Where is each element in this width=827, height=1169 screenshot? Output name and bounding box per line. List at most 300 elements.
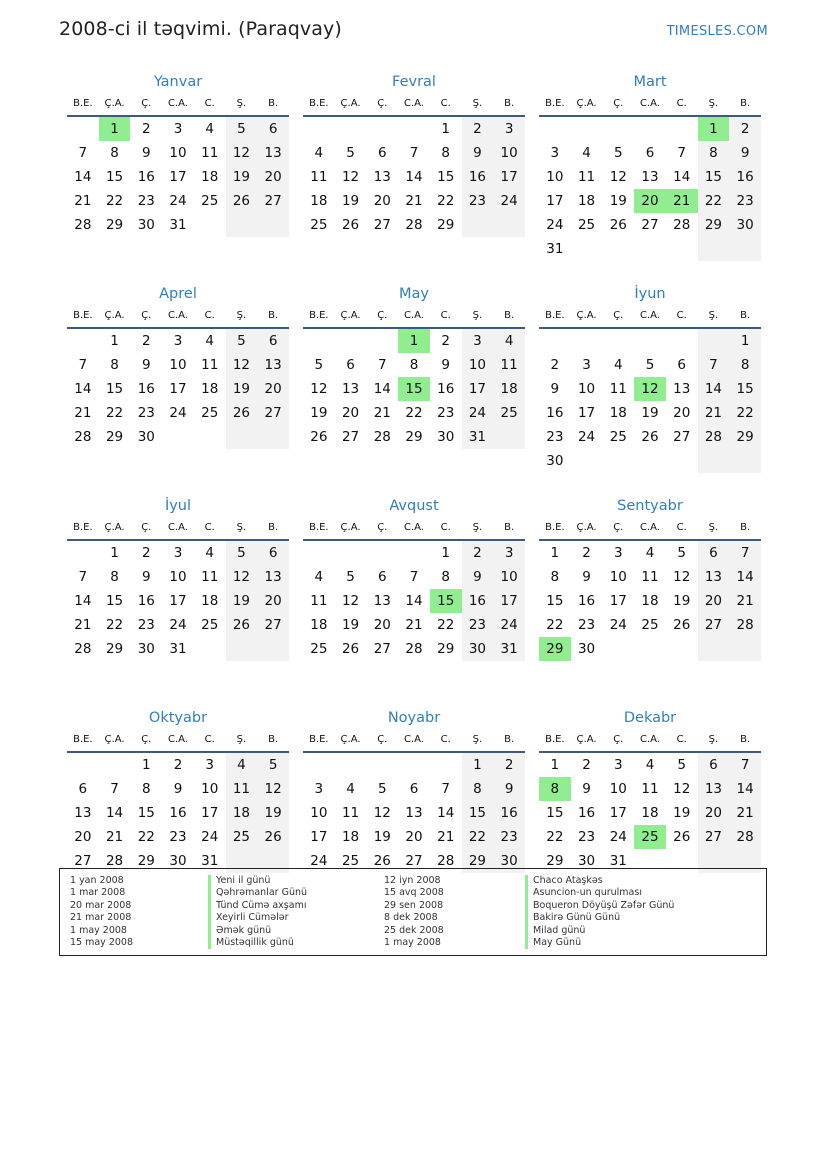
day-cell[interactable]: 6: [698, 753, 730, 777]
day-cell[interactable]: 22: [105, 617, 124, 633]
day-cell[interactable]: 4: [314, 145, 324, 161]
holiday-day-cell[interactable]: 1: [99, 117, 131, 141]
day-cell[interactable]: 27: [373, 217, 391, 233]
day-cell[interactable]: 10: [169, 145, 187, 161]
day-cell[interactable]: 31: [462, 425, 494, 449]
day-cell[interactable]: 10: [609, 781, 627, 797]
day-cell[interactable]: 28: [729, 825, 761, 849]
holiday-day-cell[interactable]: 25: [634, 825, 666, 849]
day-cell[interactable]: 2: [582, 545, 591, 561]
day-cell[interactable]: 7: [409, 145, 419, 161]
day-cell[interactable]: 21: [405, 193, 423, 209]
day-cell[interactable]: 28: [729, 613, 761, 637]
day-cell[interactable]: 3: [173, 333, 183, 349]
day-cell[interactable]: 2: [729, 117, 761, 141]
day-cell[interactable]: 15: [546, 805, 564, 821]
day-cell[interactable]: 23: [437, 405, 455, 421]
day-cell[interactable]: 9: [441, 357, 450, 373]
day-cell[interactable]: 27: [74, 853, 92, 869]
day-cell[interactable]: 17: [310, 829, 328, 845]
day-cell[interactable]: 30: [169, 853, 187, 869]
day-cell[interactable]: 5: [346, 569, 355, 585]
day-cell[interactable]: 13: [373, 593, 391, 609]
day-cell[interactable]: 26: [609, 217, 627, 233]
day-cell[interactable]: 4: [205, 545, 214, 561]
day-cell[interactable]: 20: [74, 829, 92, 845]
day-cell[interactable]: 18: [310, 617, 328, 633]
day-cell[interactable]: 14: [673, 169, 691, 185]
day-cell[interactable]: 12: [257, 777, 289, 801]
day-cell[interactable]: 9: [141, 357, 151, 373]
day-cell[interactable]: 1: [141, 757, 151, 773]
day-cell[interactable]: 29: [546, 853, 564, 869]
day-cell[interactable]: 5: [677, 757, 686, 773]
day-cell[interactable]: 5: [645, 357, 655, 373]
day-cell[interactable]: 10: [609, 569, 627, 585]
day-cell[interactable]: 27: [257, 189, 289, 213]
day-cell[interactable]: 27: [698, 825, 730, 849]
day-cell[interactable]: 5: [314, 357, 324, 373]
day-cell[interactable]: 15: [105, 169, 124, 185]
day-cell[interactable]: 20: [698, 801, 730, 825]
day-cell[interactable]: 23: [729, 189, 761, 213]
day-cell[interactable]: 22: [437, 617, 455, 633]
day-cell[interactable]: 6: [78, 781, 88, 797]
day-cell[interactable]: 13: [74, 805, 92, 821]
day-cell[interactable]: 26: [673, 617, 691, 633]
day-cell[interactable]: 27: [698, 613, 730, 637]
day-cell[interactable]: 22: [729, 401, 761, 425]
day-cell[interactable]: 4: [645, 545, 655, 561]
day-cell[interactable]: 2: [462, 541, 494, 565]
day-cell[interactable]: 8: [110, 145, 119, 161]
day-cell[interactable]: 20: [673, 405, 691, 421]
day-cell[interactable]: 10: [462, 353, 494, 377]
day-cell[interactable]: 3: [582, 357, 591, 373]
day-cell[interactable]: 14: [74, 593, 92, 609]
day-cell[interactable]: 24: [169, 193, 187, 209]
day-cell[interactable]: 20: [257, 589, 289, 613]
day-cell[interactable]: 8: [141, 781, 151, 797]
day-cell[interactable]: 24: [169, 617, 187, 633]
day-cell[interactable]: 12: [226, 141, 258, 165]
day-cell[interactable]: 18: [341, 829, 360, 845]
day-cell[interactable]: 13: [641, 169, 659, 185]
day-cell[interactable]: 3: [550, 145, 560, 161]
day-cell[interactable]: 8: [441, 145, 450, 161]
day-cell[interactable]: 21: [105, 829, 124, 845]
day-cell[interactable]: 16: [729, 165, 761, 189]
day-cell[interactable]: 21: [698, 401, 730, 425]
day-cell[interactable]: 25: [201, 617, 219, 633]
day-cell[interactable]: 8: [409, 357, 419, 373]
day-cell[interactable]: 22: [105, 193, 124, 209]
day-cell[interactable]: 10: [169, 569, 187, 585]
day-cell[interactable]: 15: [462, 801, 494, 825]
day-cell[interactable]: 30: [437, 429, 455, 445]
day-cell[interactable]: 7: [729, 541, 761, 565]
day-cell[interactable]: 29: [437, 217, 455, 233]
day-cell[interactable]: 30: [493, 849, 525, 873]
day-cell[interactable]: 30: [729, 213, 761, 237]
day-cell[interactable]: 3: [173, 545, 183, 561]
day-cell[interactable]: 10: [546, 169, 564, 185]
day-cell[interactable]: 7: [78, 569, 88, 585]
day-cell[interactable]: 19: [373, 829, 391, 845]
day-cell[interactable]: 21: [729, 589, 761, 613]
day-cell[interactable]: 9: [493, 777, 525, 801]
day-cell[interactable]: 5: [677, 545, 686, 561]
day-cell[interactable]: 17: [462, 377, 494, 401]
day-cell[interactable]: 10: [577, 381, 596, 397]
day-cell[interactable]: 26: [373, 853, 391, 869]
day-cell[interactable]: 16: [577, 593, 596, 609]
day-cell[interactable]: 23: [493, 825, 525, 849]
day-cell[interactable]: 18: [201, 381, 219, 397]
day-cell[interactable]: 25: [577, 217, 596, 233]
day-cell[interactable]: 17: [609, 593, 627, 609]
day-cell[interactable]: 13: [257, 141, 289, 165]
day-cell[interactable]: 25: [493, 401, 525, 425]
day-cell[interactable]: 30: [137, 641, 155, 657]
day-cell[interactable]: 13: [673, 381, 691, 397]
day-cell[interactable]: 5: [613, 145, 623, 161]
day-cell[interactable]: 19: [310, 405, 328, 421]
day-cell[interactable]: 1: [550, 757, 560, 773]
day-cell[interactable]: 22: [105, 405, 124, 421]
day-cell[interactable]: 11: [641, 781, 659, 797]
day-cell[interactable]: 31: [609, 853, 627, 869]
holiday-day-cell[interactable]: 1: [698, 117, 730, 141]
day-cell[interactable]: 6: [257, 541, 289, 565]
day-cell[interactable]: 10: [493, 141, 525, 165]
day-cell[interactable]: 18: [577, 193, 596, 209]
day-cell[interactable]: 7: [78, 357, 88, 373]
day-cell[interactable]: 30: [577, 853, 596, 869]
day-cell[interactable]: 16: [137, 381, 155, 397]
day-cell[interactable]: 13: [698, 777, 730, 801]
day-cell[interactable]: 6: [409, 781, 419, 797]
day-cell[interactable]: 17: [169, 593, 187, 609]
day-cell[interactable]: 8: [110, 569, 119, 585]
day-cell[interactable]: 6: [677, 357, 686, 373]
day-cell[interactable]: 22: [137, 829, 155, 845]
day-cell[interactable]: 11: [310, 593, 328, 609]
day-cell[interactable]: 29: [698, 213, 730, 237]
day-cell[interactable]: 15: [105, 593, 124, 609]
day-cell[interactable]: 7: [677, 145, 686, 161]
day-cell[interactable]: 2: [141, 545, 151, 561]
day-cell[interactable]: 4: [205, 121, 214, 137]
day-cell[interactable]: 3: [613, 757, 623, 773]
day-cell[interactable]: 22: [546, 829, 564, 845]
day-cell[interactable]: 23: [137, 405, 155, 421]
day-cell[interactable]: 11: [341, 805, 360, 821]
day-cell[interactable]: 28: [373, 429, 391, 445]
day-cell[interactable]: 18: [226, 801, 258, 825]
day-cell[interactable]: 25: [641, 617, 659, 633]
day-cell[interactable]: 29: [437, 641, 455, 657]
day-cell[interactable]: 26: [341, 217, 360, 233]
day-cell[interactable]: 17: [493, 165, 525, 189]
day-cell[interactable]: 31: [493, 637, 525, 661]
day-cell[interactable]: 1: [550, 545, 560, 561]
day-cell[interactable]: 7: [110, 781, 119, 797]
holiday-day-cell[interactable]: 1: [398, 329, 430, 353]
day-cell[interactable]: 7: [409, 569, 419, 585]
day-cell[interactable]: 25: [226, 825, 258, 849]
day-cell[interactable]: 21: [74, 617, 92, 633]
day-cell[interactable]: 8: [698, 141, 730, 165]
day-cell[interactable]: 25: [341, 853, 360, 869]
day-cell[interactable]: 19: [341, 193, 360, 209]
day-cell[interactable]: 12: [673, 781, 691, 797]
day-cell[interactable]: 27: [673, 429, 691, 445]
day-cell[interactable]: 9: [582, 781, 591, 797]
day-cell[interactable]: 27: [405, 853, 423, 869]
day-cell[interactable]: 24: [577, 429, 596, 445]
day-cell[interactable]: 9: [550, 381, 560, 397]
day-cell[interactable]: 22: [437, 193, 455, 209]
day-cell[interactable]: 12: [609, 169, 627, 185]
day-cell[interactable]: 2: [141, 333, 151, 349]
day-cell[interactable]: 20: [405, 829, 423, 845]
day-cell[interactable]: 14: [405, 593, 423, 609]
day-cell[interactable]: 16: [437, 381, 455, 397]
day-cell[interactable]: 16: [462, 589, 494, 613]
day-cell[interactable]: 14: [74, 381, 92, 397]
brand-link[interactable]: TIMESLES.COM: [666, 24, 768, 39]
day-cell[interactable]: 20: [373, 617, 391, 633]
day-cell[interactable]: 20: [373, 193, 391, 209]
day-cell[interactable]: 9: [582, 569, 591, 585]
day-cell[interactable]: 16: [493, 801, 525, 825]
day-cell[interactable]: 8: [729, 353, 761, 377]
day-cell[interactable]: 30: [577, 641, 596, 657]
day-cell[interactable]: 30: [546, 453, 564, 469]
day-cell[interactable]: 16: [546, 405, 564, 421]
day-cell[interactable]: 5: [377, 781, 387, 797]
day-cell[interactable]: 4: [226, 753, 258, 777]
day-cell[interactable]: 11: [226, 777, 258, 801]
day-cell[interactable]: 26: [257, 825, 289, 849]
day-cell[interactable]: 21: [729, 801, 761, 825]
day-cell[interactable]: 14: [698, 377, 730, 401]
day-cell[interactable]: 2: [441, 333, 450, 349]
day-cell[interactable]: 17: [546, 193, 564, 209]
day-cell[interactable]: 26: [226, 189, 258, 213]
day-cell[interactable]: 22: [698, 189, 730, 213]
day-cell[interactable]: 21: [373, 405, 391, 421]
day-cell[interactable]: 6: [377, 145, 387, 161]
day-cell[interactable]: 20: [341, 405, 360, 421]
day-cell[interactable]: 16: [137, 169, 155, 185]
day-cell[interactable]: 31: [169, 641, 187, 657]
day-cell[interactable]: 25: [201, 405, 219, 421]
day-cell[interactable]: 17: [493, 589, 525, 613]
day-cell[interactable]: 23: [462, 189, 494, 213]
day-cell[interactable]: 16: [577, 805, 596, 821]
day-cell[interactable]: 11: [310, 169, 328, 185]
day-cell[interactable]: 23: [169, 829, 187, 845]
day-cell[interactable]: 17: [609, 805, 627, 821]
day-cell[interactable]: 28: [74, 429, 92, 445]
day-cell[interactable]: 3: [314, 781, 324, 797]
day-cell[interactable]: 26: [226, 613, 258, 637]
day-cell[interactable]: 2: [582, 757, 591, 773]
day-cell[interactable]: 13: [257, 353, 289, 377]
day-cell[interactable]: 9: [141, 145, 151, 161]
day-cell[interactable]: 3: [205, 757, 214, 773]
day-cell[interactable]: 23: [546, 429, 564, 445]
day-cell[interactable]: 25: [310, 217, 328, 233]
day-cell[interactable]: 21: [74, 193, 92, 209]
day-cell[interactable]: 15: [546, 593, 564, 609]
day-cell[interactable]: 23: [577, 617, 596, 633]
day-cell[interactable]: 19: [226, 377, 258, 401]
day-cell[interactable]: 10: [493, 565, 525, 589]
day-cell[interactable]: 24: [169, 405, 187, 421]
day-cell[interactable]: 30: [137, 429, 155, 445]
day-cell[interactable]: 11: [201, 357, 219, 373]
day-cell[interactable]: 25: [310, 641, 328, 657]
day-cell[interactable]: 29: [729, 425, 761, 449]
day-cell[interactable]: 22: [546, 617, 564, 633]
day-cell[interactable]: 1: [462, 753, 494, 777]
holiday-day-cell[interactable]: 8: [539, 777, 571, 801]
day-cell[interactable]: 23: [577, 829, 596, 845]
day-cell[interactable]: 24: [201, 829, 219, 845]
day-cell[interactable]: 10: [310, 805, 328, 821]
day-cell[interactable]: 18: [641, 805, 659, 821]
day-cell[interactable]: 13: [257, 565, 289, 589]
day-cell[interactable]: 24: [493, 613, 525, 637]
day-cell[interactable]: 6: [377, 569, 387, 585]
day-cell[interactable]: 3: [173, 121, 183, 137]
day-cell[interactable]: 28: [74, 641, 92, 657]
day-cell[interactable]: 9: [141, 569, 151, 585]
day-cell[interactable]: 17: [577, 405, 596, 421]
day-cell[interactable]: 2: [141, 121, 151, 137]
day-cell[interactable]: 28: [698, 425, 730, 449]
day-cell[interactable]: 15: [437, 169, 455, 185]
day-cell[interactable]: 15: [105, 381, 124, 397]
day-cell[interactable]: 25: [609, 429, 627, 445]
day-cell[interactable]: 9: [462, 141, 494, 165]
day-cell[interactable]: 12: [341, 169, 360, 185]
day-cell[interactable]: 14: [729, 565, 761, 589]
day-cell[interactable]: 6: [257, 117, 289, 141]
day-cell[interactable]: 19: [226, 589, 258, 613]
day-cell[interactable]: 11: [609, 381, 627, 397]
day-cell[interactable]: 8: [110, 357, 119, 373]
day-cell[interactable]: 13: [341, 381, 360, 397]
day-cell[interactable]: 27: [257, 401, 289, 425]
holiday-day-cell[interactable]: 29: [539, 637, 571, 661]
day-cell[interactable]: 8: [462, 777, 494, 801]
day-cell[interactable]: 19: [226, 165, 258, 189]
day-cell[interactable]: 29: [105, 641, 124, 657]
day-cell[interactable]: 16: [462, 165, 494, 189]
day-cell[interactable]: 11: [493, 353, 525, 377]
day-cell[interactable]: 28: [105, 853, 124, 869]
day-cell[interactable]: 26: [641, 429, 659, 445]
day-cell[interactable]: 4: [205, 333, 214, 349]
day-cell[interactable]: 28: [405, 641, 423, 657]
day-cell[interactable]: 3: [493, 541, 525, 565]
day-cell[interactable]: 15: [137, 805, 155, 821]
day-cell[interactable]: 14: [373, 381, 391, 397]
day-cell[interactable]: 4: [645, 757, 655, 773]
day-cell[interactable]: 11: [641, 569, 659, 585]
day-cell[interactable]: 6: [346, 357, 355, 373]
day-cell[interactable]: 22: [405, 405, 423, 421]
day-cell[interactable]: 27: [341, 429, 360, 445]
day-cell[interactable]: 5: [226, 541, 258, 565]
day-cell[interactable]: 23: [462, 613, 494, 637]
day-cell[interactable]: 7: [377, 357, 387, 373]
day-cell[interactable]: 26: [310, 429, 328, 445]
day-cell[interactable]: 2: [173, 757, 183, 773]
day-cell[interactable]: 9: [462, 565, 494, 589]
day-cell[interactable]: 24: [609, 829, 627, 845]
holiday-day-cell[interactable]: 12: [634, 377, 666, 401]
day-cell[interactable]: 21: [74, 405, 92, 421]
day-cell[interactable]: 9: [729, 141, 761, 165]
day-cell[interactable]: 1: [110, 333, 119, 349]
day-cell[interactable]: 31: [169, 217, 187, 233]
day-cell[interactable]: 28: [437, 853, 455, 869]
day-cell[interactable]: 2: [462, 117, 494, 141]
day-cell[interactable]: 18: [310, 193, 328, 209]
day-cell[interactable]: 15: [698, 165, 730, 189]
day-cell[interactable]: 11: [201, 569, 219, 585]
day-cell[interactable]: 8: [441, 569, 450, 585]
day-cell[interactable]: 19: [609, 193, 627, 209]
day-cell[interactable]: 12: [373, 805, 391, 821]
day-cell[interactable]: 1: [441, 545, 450, 561]
holiday-day-cell[interactable]: 15: [430, 589, 462, 613]
day-cell[interactable]: 1: [441, 121, 450, 137]
day-cell[interactable]: 11: [201, 145, 219, 161]
day-cell[interactable]: 12: [310, 381, 328, 397]
holiday-day-cell[interactable]: 20: [634, 189, 666, 213]
day-cell[interactable]: 5: [226, 117, 258, 141]
day-cell[interactable]: 24: [546, 217, 564, 233]
day-cell[interactable]: 12: [673, 569, 691, 585]
day-cell[interactable]: 15: [729, 377, 761, 401]
day-cell[interactable]: 27: [641, 217, 659, 233]
day-cell[interactable]: 28: [673, 217, 691, 233]
day-cell[interactable]: 12: [226, 353, 258, 377]
day-cell[interactable]: 26: [341, 641, 360, 657]
day-cell[interactable]: 6: [698, 541, 730, 565]
day-cell[interactable]: 19: [673, 593, 691, 609]
day-cell[interactable]: 21: [437, 829, 455, 845]
day-cell[interactable]: 20: [698, 589, 730, 613]
day-cell[interactable]: 3: [493, 117, 525, 141]
day-cell[interactable]: 23: [137, 617, 155, 633]
day-cell[interactable]: 7: [78, 145, 88, 161]
day-cell[interactable]: 25: [201, 193, 219, 209]
day-cell[interactable]: 6: [257, 329, 289, 353]
day-cell[interactable]: 5: [257, 753, 289, 777]
day-cell[interactable]: 29: [462, 849, 494, 873]
day-cell[interactable]: 16: [137, 593, 155, 609]
day-cell[interactable]: 3: [462, 329, 494, 353]
day-cell[interactable]: 2: [493, 753, 525, 777]
day-cell[interactable]: 28: [405, 217, 423, 233]
